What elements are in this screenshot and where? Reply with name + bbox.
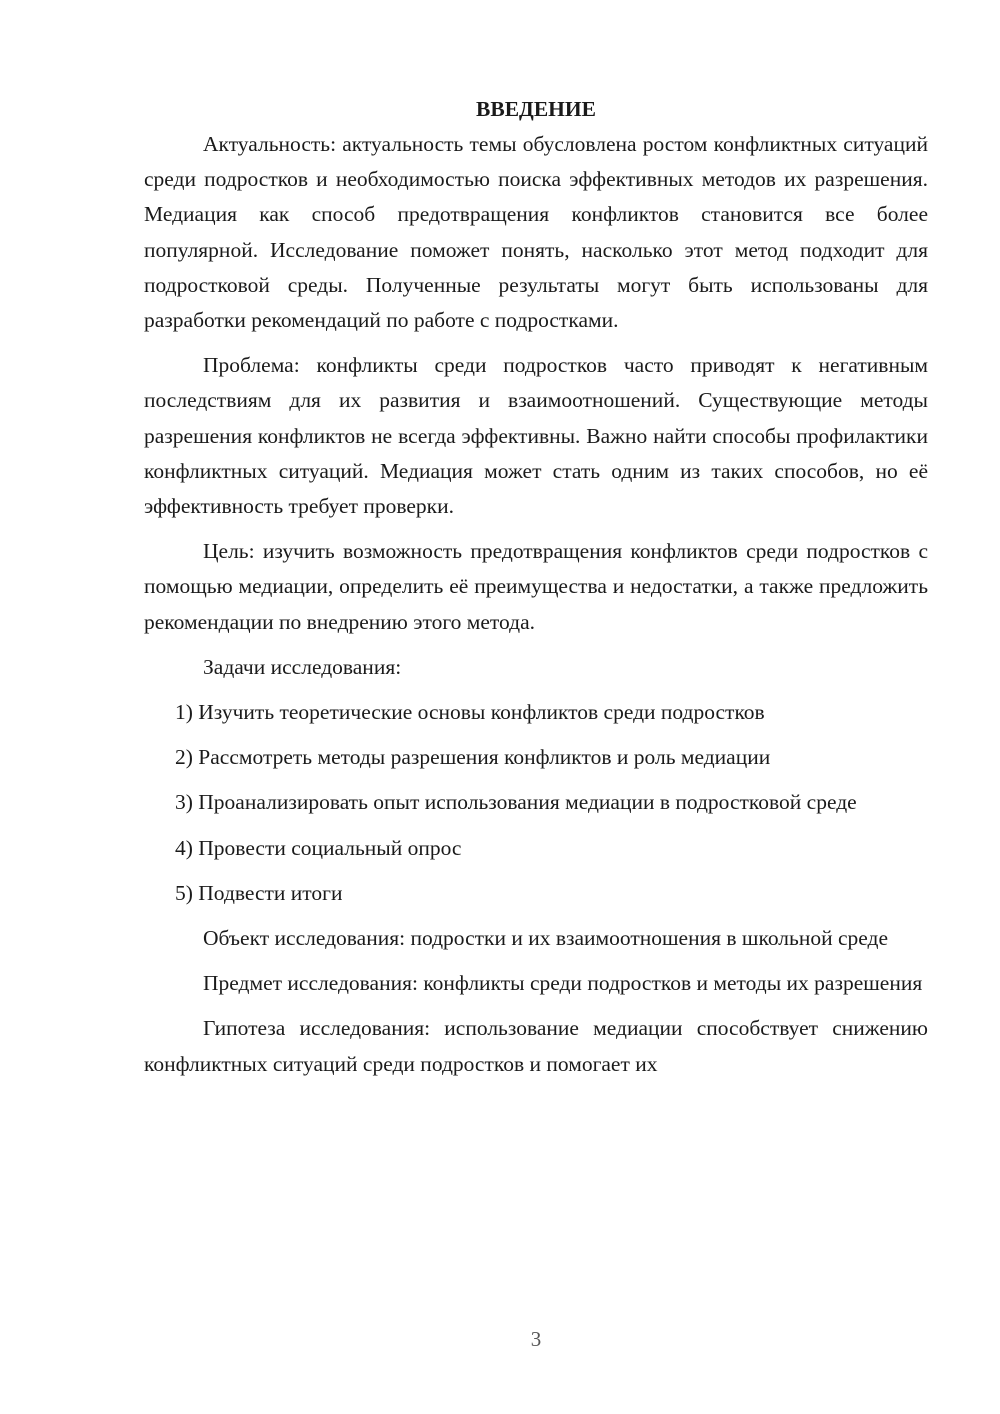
task-item-2: 2) Рассмотреть методы разрешения конфликтов и роль медиации — [175, 745, 771, 770]
subject-paragraph: Предмет исследования: конфликты среди подростков и методы их разрешения — [203, 971, 923, 996]
task-item-4: 4) Провести социальный опрос — [175, 835, 462, 860]
object-paragraph: Объект исследования: подростки и их взаимоотношения в школьной среде — [203, 926, 888, 951]
document-page — [144, 92, 928, 1092]
task-item-5: 5) Подвести итоги — [175, 880, 343, 905]
problem-paragraph: Проблема: конфликты среди подростков часто приводят к негативным последствиям для их развития и взаимоотношений. Существующие методы разрешения конфликтов не всегда эффективны. Важно найти способы профилактики конфликтных ситуаций. Медиация может стать одним из таких способов, но её эффективность требует проверки. — [144, 353, 928, 519]
goal-paragraph: Цель: изучить возможность предотвращения конфликтов среди подростков с помощью медиации, определить её преимущества и недостатки, а также предложить рекомендации по внедрению этого метода. — [144, 539, 928, 634]
task-item-3: 3) Проанализировать опыт использования медиации в подростковой среде — [175, 790, 857, 815]
task-item-1: 1) Изучить теоретические основы конфликтов среди подростков — [175, 700, 765, 725]
page-number: 3 — [530, 1327, 542, 1351]
relevance-paragraph: Актуальность: актуальность темы обусловлена ростом конфликтных ситуаций среди подростков и необходимостью поиска эффективных методов их разрешения. Медиация как способ предотвращения конфликтов становится все более популярной. Исследование поможет понять, насколько этот метод подходит для подростковой среды. Полученные результаты могут быть использованы для разработки рекомендаций по работе с подростками. — [144, 132, 928, 333]
tasks-heading: Задачи исследования: — [203, 654, 402, 679]
section-title: ВВЕДЕНИЕ — [476, 97, 596, 121]
hypothesis-paragraph: Гипотеза исследования: использование медиации способствует снижению конфликтных ситуаций среди подростков и помогает их — [144, 1016, 928, 1076]
